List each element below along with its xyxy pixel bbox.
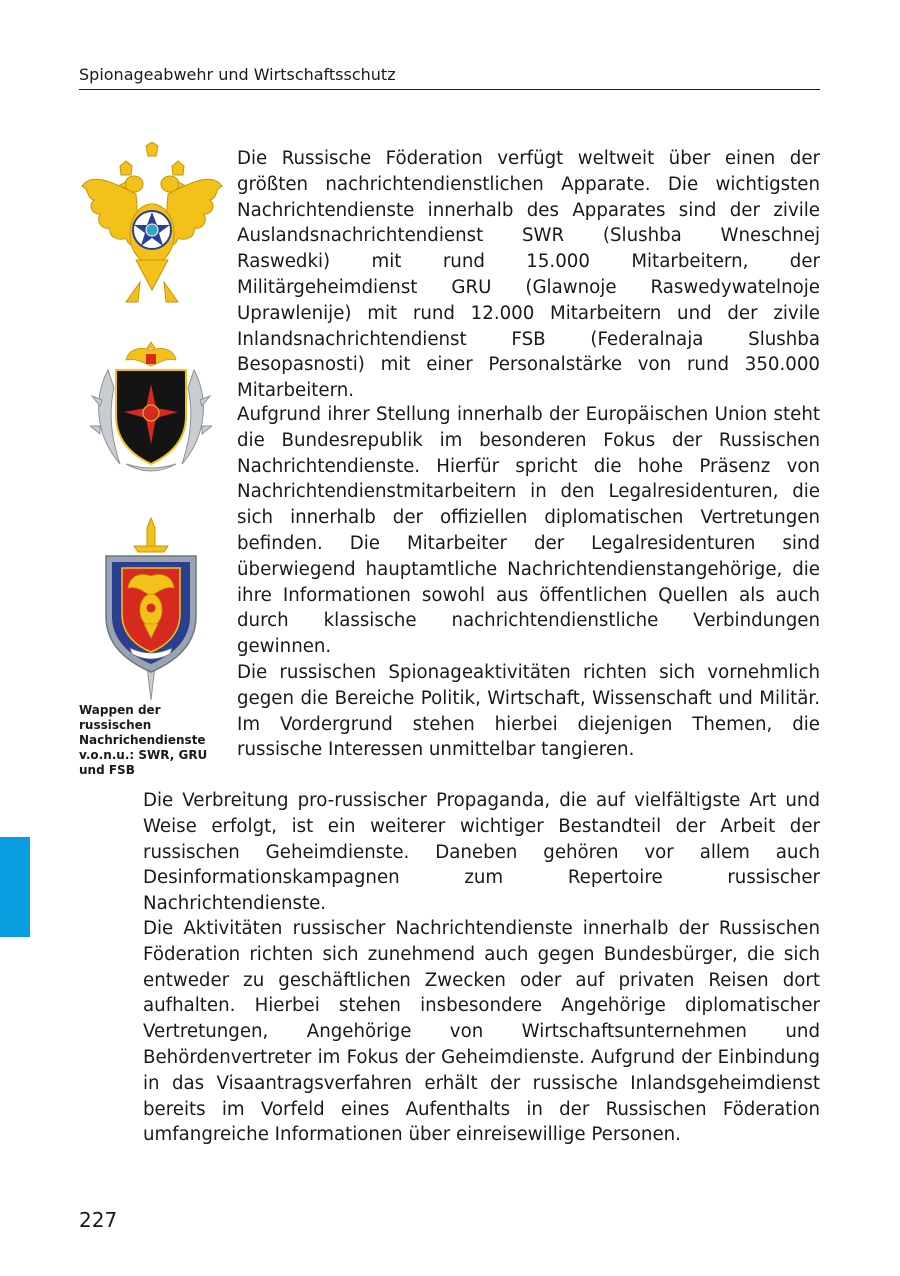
running-header: Spionageabwehr und Wirtschaftsschutz (79, 64, 820, 90)
double-headed-eagle-star-icon (78, 142, 226, 310)
paragraph-domestic-activities: Die Aktivitäten russischer Nachrichtendienste innerhalb der Russischen Föderation richten sich zunehmend auch gegen Bundesbürger, die sich entweder zu geschäftlichen Zwecken oder auf privaten Reisen dort aufhalten. Hierbei stehen insbesondere Angehörige diplomatischer Vertretungen, Angehörige von Wirtschaftsunternehmen und Behördenvertreter im Fokus der Geheimdienste. Aufgrund der Einbindung in das Visaantragsverfahren erhält der russische Inlandsgeheimdienst bereits im Vorfeld eines Aufenthalts in der Russischen Föderation umfangreiche Informationen über einreisewillige Personen. (143, 918, 820, 1146)
paragraph-intro: Die Russische Föderation verfügt weltweit über einen der größten nachrichtendienstlichen Apparate. Die wichtigsten Nachrichtendienste innerhalb des Apparates sind der zivile Auslandsnachrichtendienst SWR (Slushba Wneschnej Raswedki) mit rund 15.000 Mitarbeitern, der Militärgeheimdienst GRU (Glawnoje Raswedywatelnoje Uprawlenije) mit rund 12.000 Mitarbeitern und der zivile Inlandsnachrichtendienst FSB (Federalnaja Slushba Besopasnosti) mit einer Personalstärke von rund 350.000 Mitarbeitern. (237, 148, 820, 402)
paragraph-focus: Aufgrund ihrer Stellung innerhalb der Europäischen Union steht die Bundesrepublik im besonderen Fokus der Russischen Nachrichtendienste. Hierfür spricht die hohe Präsenz von Nachrichtendienstmitarbeitern in den Legalresidenturen, die sich innerhalb der offiziellen diplomatischen Vertretungen befinden. Die Mitarbeiter der Legalresidenturen sind überwiegend hauptamtliche Nachrichtendienstangehörige, die ihre Informationen sowohl aus öffentlichen Quellen als auch durch klassische nachrichtendienstliche Verbindungen gewinnen. (237, 404, 820, 658)
sword-shield-eagle-icon (100, 516, 202, 702)
chapter-thumb-tab (0, 837, 30, 937)
paragraph-propaganda: Die Verbreitung pro-russischer Propaganda, die auf vielfältigste Art und Weise erfolgt, ist ein weiterer wichtiger Bestandteil der Arbeit der russischen Geheimdienste. Daneben gehören vor allem auch Desinformationskampagnen zum Repertoire russischer Nachrichtendienste. (143, 790, 820, 915)
paragraph-targets: Die russischen Spionageaktivitäten richten sich vornehmlich gegen die Bereiche Politik, Wirtschaft, Wissenschaft und Militär. Im Vordergrund stehen hierbei diejenigen Themen, die russische Interessen unmittelbar tangieren. (237, 662, 820, 761)
page-number: 227 (79, 1208, 118, 1232)
black-shield-grenade-icon (90, 340, 212, 480)
figure-caption: Wappen der russischen Nachrichendienste v.o.n.u.: SWR, GRU und FSB (79, 703, 208, 777)
